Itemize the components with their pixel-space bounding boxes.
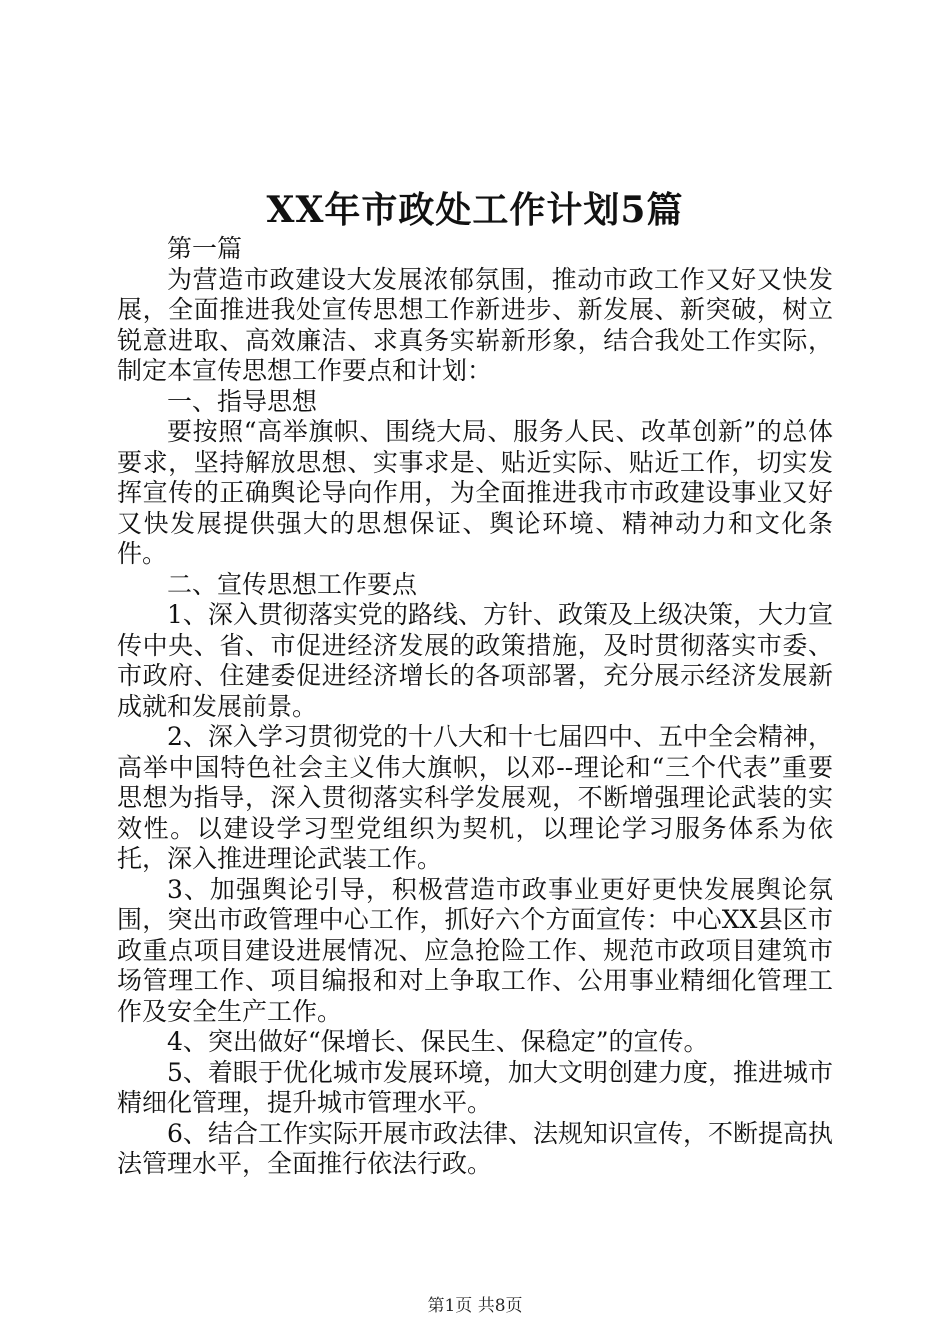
section-heading: 二、宣传思想工作要点 — [167, 569, 418, 599]
paragraph: 2、深入学习贯彻党的十八大和十七届四中、五中全会精神，高举中国特色社会主义伟大旗帜，以邓--理论和“三个代表”重要思想为指导，深入贯彻落实科学发展观，不断增强理论武装的实效性。以建设学习型党组织为契机，以理论学习服务体系为依托，深入推进理论武装工作。 — [117, 722, 833, 873]
paragraph: 要按照“高举旗帜、围绕大局、服务人民、改革创新”的总体要求，坚持解放思想、实事求是、贴近实际、贴近工作，切实发挥宣传的正确舆论导向作用，为全面推进我市市政建设事业又好又快发展提供强大的思想保证、舆论环境、精神动力和文化条件。 — [117, 417, 833, 568]
paragraph: 1、深入贯彻落实党的路线、方针、政策及上级决策，大力宣传中央、省、市促进经济发展的政策措施，及时贯彻落实市委、市政府、住建委促进经济增长的各项部署，充分展示经济发展新成就和发展前景。 — [117, 600, 833, 721]
document-body — [117, 234, 833, 1180]
section-heading: 一、指导思想 — [167, 386, 318, 416]
paragraph: 第一篇 — [167, 234, 243, 263]
paragraph: 为营造市政建设大发展浓郁氛围，推动市政工作又好又快发展，全面推进我处宣传思想工作新进步、新发展、新突破，树立锐意进取、高效廉洁、求真务实崭新形象，结合我处工作实际，制定本宣传思想工作要点和计划： — [117, 264, 833, 385]
paragraph: 6、结合工作实际开展市政法律、法规知识宣传，不断提高执法管理水平，全面推行依法行政。 — [117, 1118, 833, 1178]
paragraph: 4、突出做好“保增长、保民生、保稳定”的宣传。 — [167, 1027, 709, 1056]
document-title: XX年市政处工作计划5篇 — [266, 189, 684, 231]
paragraph: 5、着眼于优化城市发展环境，加大文明创建力度，推进城市精细化管理，提升城市管理水平。 — [117, 1057, 833, 1117]
page-footer: 第1页 共8页 — [427, 1296, 523, 1316]
paragraph: 3、加强舆论引导，积极营造市政事业更好更快发展舆论氛围，突出市政管理中心工作，抓好六个方面宣传：中心XX县区市政重点项目建设进展情况、应急抢险工作、规范市政项目建筑市场管理工作、项目编报和对上争取工作、公用事业精细化管理工作及安全生产工作。 — [117, 874, 833, 1026]
